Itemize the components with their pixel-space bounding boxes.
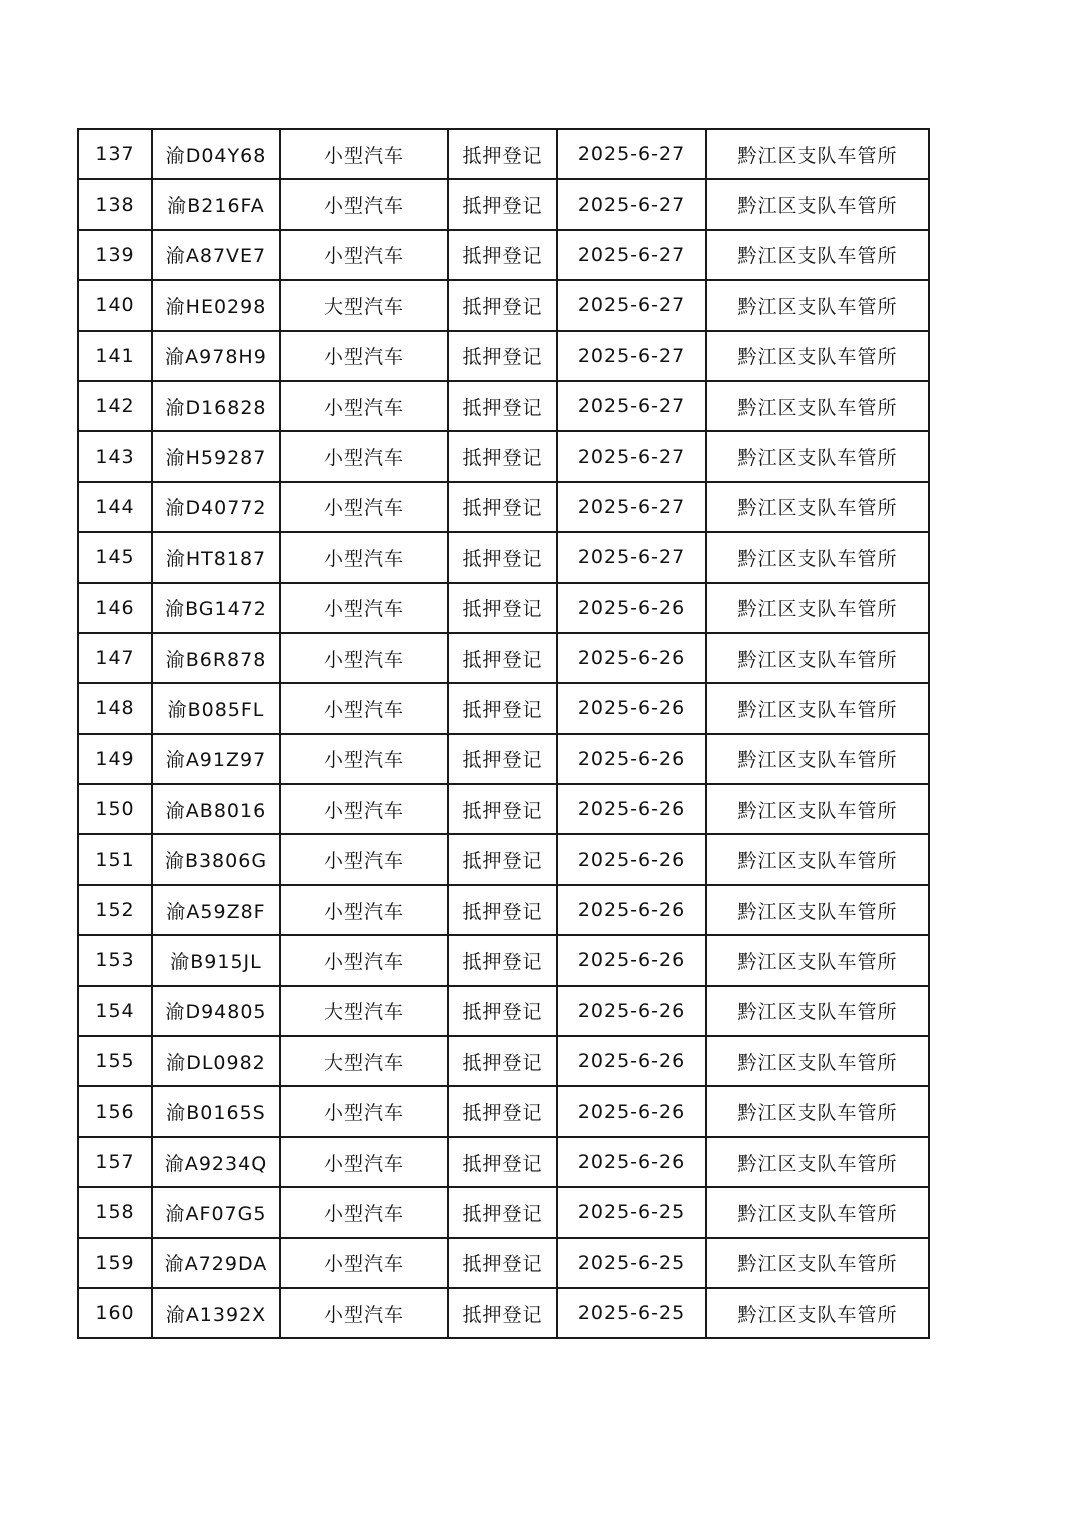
cell-vehicle-type: 大型汽车 (280, 280, 448, 330)
cell-vehicle-type: 小型汽车 (280, 784, 448, 834)
cell-office: 黔江区支队车管所 (706, 935, 929, 985)
cell-plate-number: 渝HE0298 (152, 280, 280, 330)
cell-office: 黔江区支队车管所 (706, 1137, 929, 1187)
cell-serial-number: 148 (78, 683, 152, 733)
table-row (78, 331, 929, 381)
cell-vehicle-type: 小型汽车 (280, 734, 448, 784)
cell-plate-number: 渝B085FL (152, 683, 280, 733)
cell-date: 2025-6-25 (557, 1288, 706, 1338)
cell-date: 2025-6-27 (557, 331, 706, 381)
cell-serial-number: 159 (78, 1238, 152, 1288)
cell-vehicle-type: 小型汽车 (280, 381, 448, 431)
cell-vehicle-type: 小型汽车 (280, 431, 448, 481)
table-row (78, 885, 929, 935)
cell-serial-number: 138 (78, 179, 152, 229)
cell-office: 黔江区支队车管所 (706, 1036, 929, 1086)
table-row (78, 1036, 929, 1086)
cell-vehicle-type: 小型汽车 (280, 532, 448, 582)
cell-office: 黔江区支队车管所 (706, 381, 929, 431)
cell-office: 黔江区支队车管所 (706, 1086, 929, 1136)
cell-office: 黔江区支队车管所 (706, 1288, 929, 1338)
cell-office: 黔江区支队车管所 (706, 1187, 929, 1237)
cell-plate-number: 渝D94805 (152, 986, 280, 1036)
cell-date: 2025-6-26 (557, 885, 706, 935)
cell-date: 2025-6-26 (557, 734, 706, 784)
cell-serial-number: 141 (78, 331, 152, 381)
cell-date: 2025-6-25 (557, 1187, 706, 1237)
table-row (78, 834, 929, 884)
cell-serial-number: 142 (78, 381, 152, 431)
cell-vehicle-type: 小型汽车 (280, 834, 448, 884)
cell-serial-number: 152 (78, 885, 152, 935)
cell-office: 黔江区支队车管所 (706, 986, 929, 1036)
cell-vehicle-type: 小型汽车 (280, 885, 448, 935)
cell-vehicle-type: 小型汽车 (280, 633, 448, 683)
cell-office: 黔江区支队车管所 (706, 532, 929, 582)
cell-date: 2025-6-27 (557, 532, 706, 582)
cell-business-type: 抵押登记 (448, 1238, 557, 1288)
cell-vehicle-type: 小型汽车 (280, 1086, 448, 1136)
cell-business-type: 抵押登记 (448, 431, 557, 481)
table-row (78, 784, 929, 834)
cell-serial-number: 146 (78, 583, 152, 633)
cell-plate-number: 渝D04Y68 (152, 129, 280, 179)
cell-date: 2025-6-27 (557, 129, 706, 179)
cell-plate-number: 渝A729DA (152, 1238, 280, 1288)
cell-plate-number: 渝A87VE7 (152, 230, 280, 280)
cell-plate-number: 渝B216FA (152, 179, 280, 229)
cell-office: 黔江区支队车管所 (706, 431, 929, 481)
cell-plate-number: 渝A9234Q (152, 1137, 280, 1187)
cell-serial-number: 150 (78, 784, 152, 834)
cell-plate-number: 渝H59287 (152, 431, 280, 481)
cell-business-type: 抵押登记 (448, 734, 557, 784)
cell-office: 黔江区支队车管所 (706, 734, 929, 784)
cell-serial-number: 154 (78, 986, 152, 1036)
cell-date: 2025-6-26 (557, 935, 706, 985)
cell-serial-number: 158 (78, 1187, 152, 1237)
cell-office: 黔江区支队车管所 (706, 129, 929, 179)
table-row (78, 1086, 929, 1136)
cell-business-type: 抵押登记 (448, 935, 557, 985)
cell-plate-number: 渝A1392X (152, 1288, 280, 1338)
cell-serial-number: 155 (78, 1036, 152, 1086)
cell-plate-number: 渝B6R878 (152, 633, 280, 683)
table-body (78, 129, 929, 1338)
table-row (78, 583, 929, 633)
cell-vehicle-type: 大型汽车 (280, 1036, 448, 1086)
cell-date: 2025-6-27 (557, 179, 706, 229)
cell-date: 2025-6-27 (557, 381, 706, 431)
cell-date: 2025-6-27 (557, 482, 706, 532)
table-row (78, 532, 929, 582)
cell-serial-number: 145 (78, 532, 152, 582)
cell-vehicle-type: 小型汽车 (280, 683, 448, 733)
vehicle-record-table (77, 128, 930, 1339)
table-row (78, 482, 929, 532)
cell-vehicle-type: 小型汽车 (280, 1137, 448, 1187)
cell-office: 黔江区支队车管所 (706, 885, 929, 935)
cell-date: 2025-6-26 (557, 1036, 706, 1086)
cell-business-type: 抵押登记 (448, 784, 557, 834)
cell-date: 2025-6-26 (557, 784, 706, 834)
cell-plate-number: 渝BG1472 (152, 583, 280, 633)
cell-business-type: 抵押登记 (448, 583, 557, 633)
cell-date: 2025-6-26 (557, 583, 706, 633)
cell-plate-number: 渝HT8187 (152, 532, 280, 582)
table-row (78, 381, 929, 431)
cell-plate-number: 渝DL0982 (152, 1036, 280, 1086)
cell-vehicle-type: 小型汽车 (280, 482, 448, 532)
table-row (78, 986, 929, 1036)
cell-plate-number: 渝A91Z97 (152, 734, 280, 784)
cell-office: 黔江区支队车管所 (706, 834, 929, 884)
cell-date: 2025-6-26 (557, 683, 706, 733)
cell-business-type: 抵押登记 (448, 885, 557, 935)
cell-date: 2025-6-27 (557, 230, 706, 280)
table-row (78, 1288, 929, 1338)
cell-business-type: 抵押登记 (448, 1036, 557, 1086)
cell-date: 2025-6-26 (557, 1137, 706, 1187)
cell-plate-number: 渝AF07G5 (152, 1187, 280, 1237)
cell-business-type: 抵押登记 (448, 381, 557, 431)
cell-office: 黔江区支队车管所 (706, 280, 929, 330)
cell-plate-number: 渝B3806G (152, 834, 280, 884)
table-row (78, 280, 929, 330)
cell-serial-number: 151 (78, 834, 152, 884)
cell-business-type: 抵押登记 (448, 280, 557, 330)
cell-serial-number: 157 (78, 1137, 152, 1187)
cell-vehicle-type: 小型汽车 (280, 230, 448, 280)
cell-office: 黔江区支队车管所 (706, 230, 929, 280)
table-row (78, 734, 929, 784)
cell-vehicle-type: 小型汽车 (280, 583, 448, 633)
cell-business-type: 抵押登记 (448, 633, 557, 683)
cell-vehicle-type: 小型汽车 (280, 331, 448, 381)
table-row (78, 1137, 929, 1187)
cell-office: 黔江区支队车管所 (706, 784, 929, 834)
cell-serial-number: 149 (78, 734, 152, 784)
cell-business-type: 抵押登记 (448, 1086, 557, 1136)
cell-vehicle-type: 小型汽车 (280, 179, 448, 229)
cell-date: 2025-6-27 (557, 431, 706, 481)
cell-date: 2025-6-26 (557, 1086, 706, 1136)
cell-serial-number: 153 (78, 935, 152, 985)
cell-office: 黔江区支队车管所 (706, 482, 929, 532)
table-row (78, 633, 929, 683)
cell-business-type: 抵押登记 (448, 834, 557, 884)
table-row (78, 179, 929, 229)
cell-business-type: 抵押登记 (448, 1137, 557, 1187)
cell-date: 2025-6-26 (557, 633, 706, 683)
cell-date: 2025-6-25 (557, 1238, 706, 1288)
cell-business-type: 抵押登记 (448, 1288, 557, 1338)
cell-business-type: 抵押登记 (448, 986, 557, 1036)
cell-business-type: 抵押登记 (448, 482, 557, 532)
cell-plate-number: 渝A978H9 (152, 331, 280, 381)
cell-serial-number: 144 (78, 482, 152, 532)
cell-business-type: 抵押登记 (448, 683, 557, 733)
cell-vehicle-type: 小型汽车 (280, 1238, 448, 1288)
cell-office: 黔江区支队车管所 (706, 1238, 929, 1288)
table-row (78, 683, 929, 733)
cell-serial-number: 147 (78, 633, 152, 683)
cell-serial-number: 140 (78, 280, 152, 330)
cell-vehicle-type: 大型汽车 (280, 986, 448, 1036)
cell-plate-number: 渝A59Z8F (152, 885, 280, 935)
cell-vehicle-type: 小型汽车 (280, 129, 448, 179)
table-row (78, 1238, 929, 1288)
cell-plate-number: 渝D40772 (152, 482, 280, 532)
cell-office: 黔江区支队车管所 (706, 331, 929, 381)
cell-business-type: 抵押登记 (448, 532, 557, 582)
table-row (78, 129, 929, 179)
cell-plate-number: 渝B0165S (152, 1086, 280, 1136)
cell-plate-number: 渝B915JL (152, 935, 280, 985)
table-row (78, 1187, 929, 1237)
cell-serial-number: 160 (78, 1288, 152, 1338)
cell-serial-number: 137 (78, 129, 152, 179)
cell-vehicle-type: 小型汽车 (280, 1288, 448, 1338)
cell-office: 黔江区支队车管所 (706, 633, 929, 683)
cell-business-type: 抵押登记 (448, 129, 557, 179)
cell-plate-number: 渝D16828 (152, 381, 280, 431)
cell-business-type: 抵押登记 (448, 1187, 557, 1237)
table-row (78, 431, 929, 481)
cell-serial-number: 156 (78, 1086, 152, 1136)
cell-business-type: 抵押登记 (448, 230, 557, 280)
cell-office: 黔江区支队车管所 (706, 683, 929, 733)
cell-office: 黔江区支队车管所 (706, 583, 929, 633)
table-row (78, 230, 929, 280)
cell-date: 2025-6-26 (557, 986, 706, 1036)
cell-date: 2025-6-26 (557, 834, 706, 884)
cell-serial-number: 143 (78, 431, 152, 481)
cell-plate-number: 渝AB8016 (152, 784, 280, 834)
table-row (78, 935, 929, 985)
cell-office: 黔江区支队车管所 (706, 179, 929, 229)
cell-vehicle-type: 小型汽车 (280, 935, 448, 985)
cell-date: 2025-6-27 (557, 280, 706, 330)
cell-serial-number: 139 (78, 230, 152, 280)
cell-business-type: 抵押登记 (448, 179, 557, 229)
cell-business-type: 抵押登记 (448, 331, 557, 381)
cell-vehicle-type: 小型汽车 (280, 1187, 448, 1237)
